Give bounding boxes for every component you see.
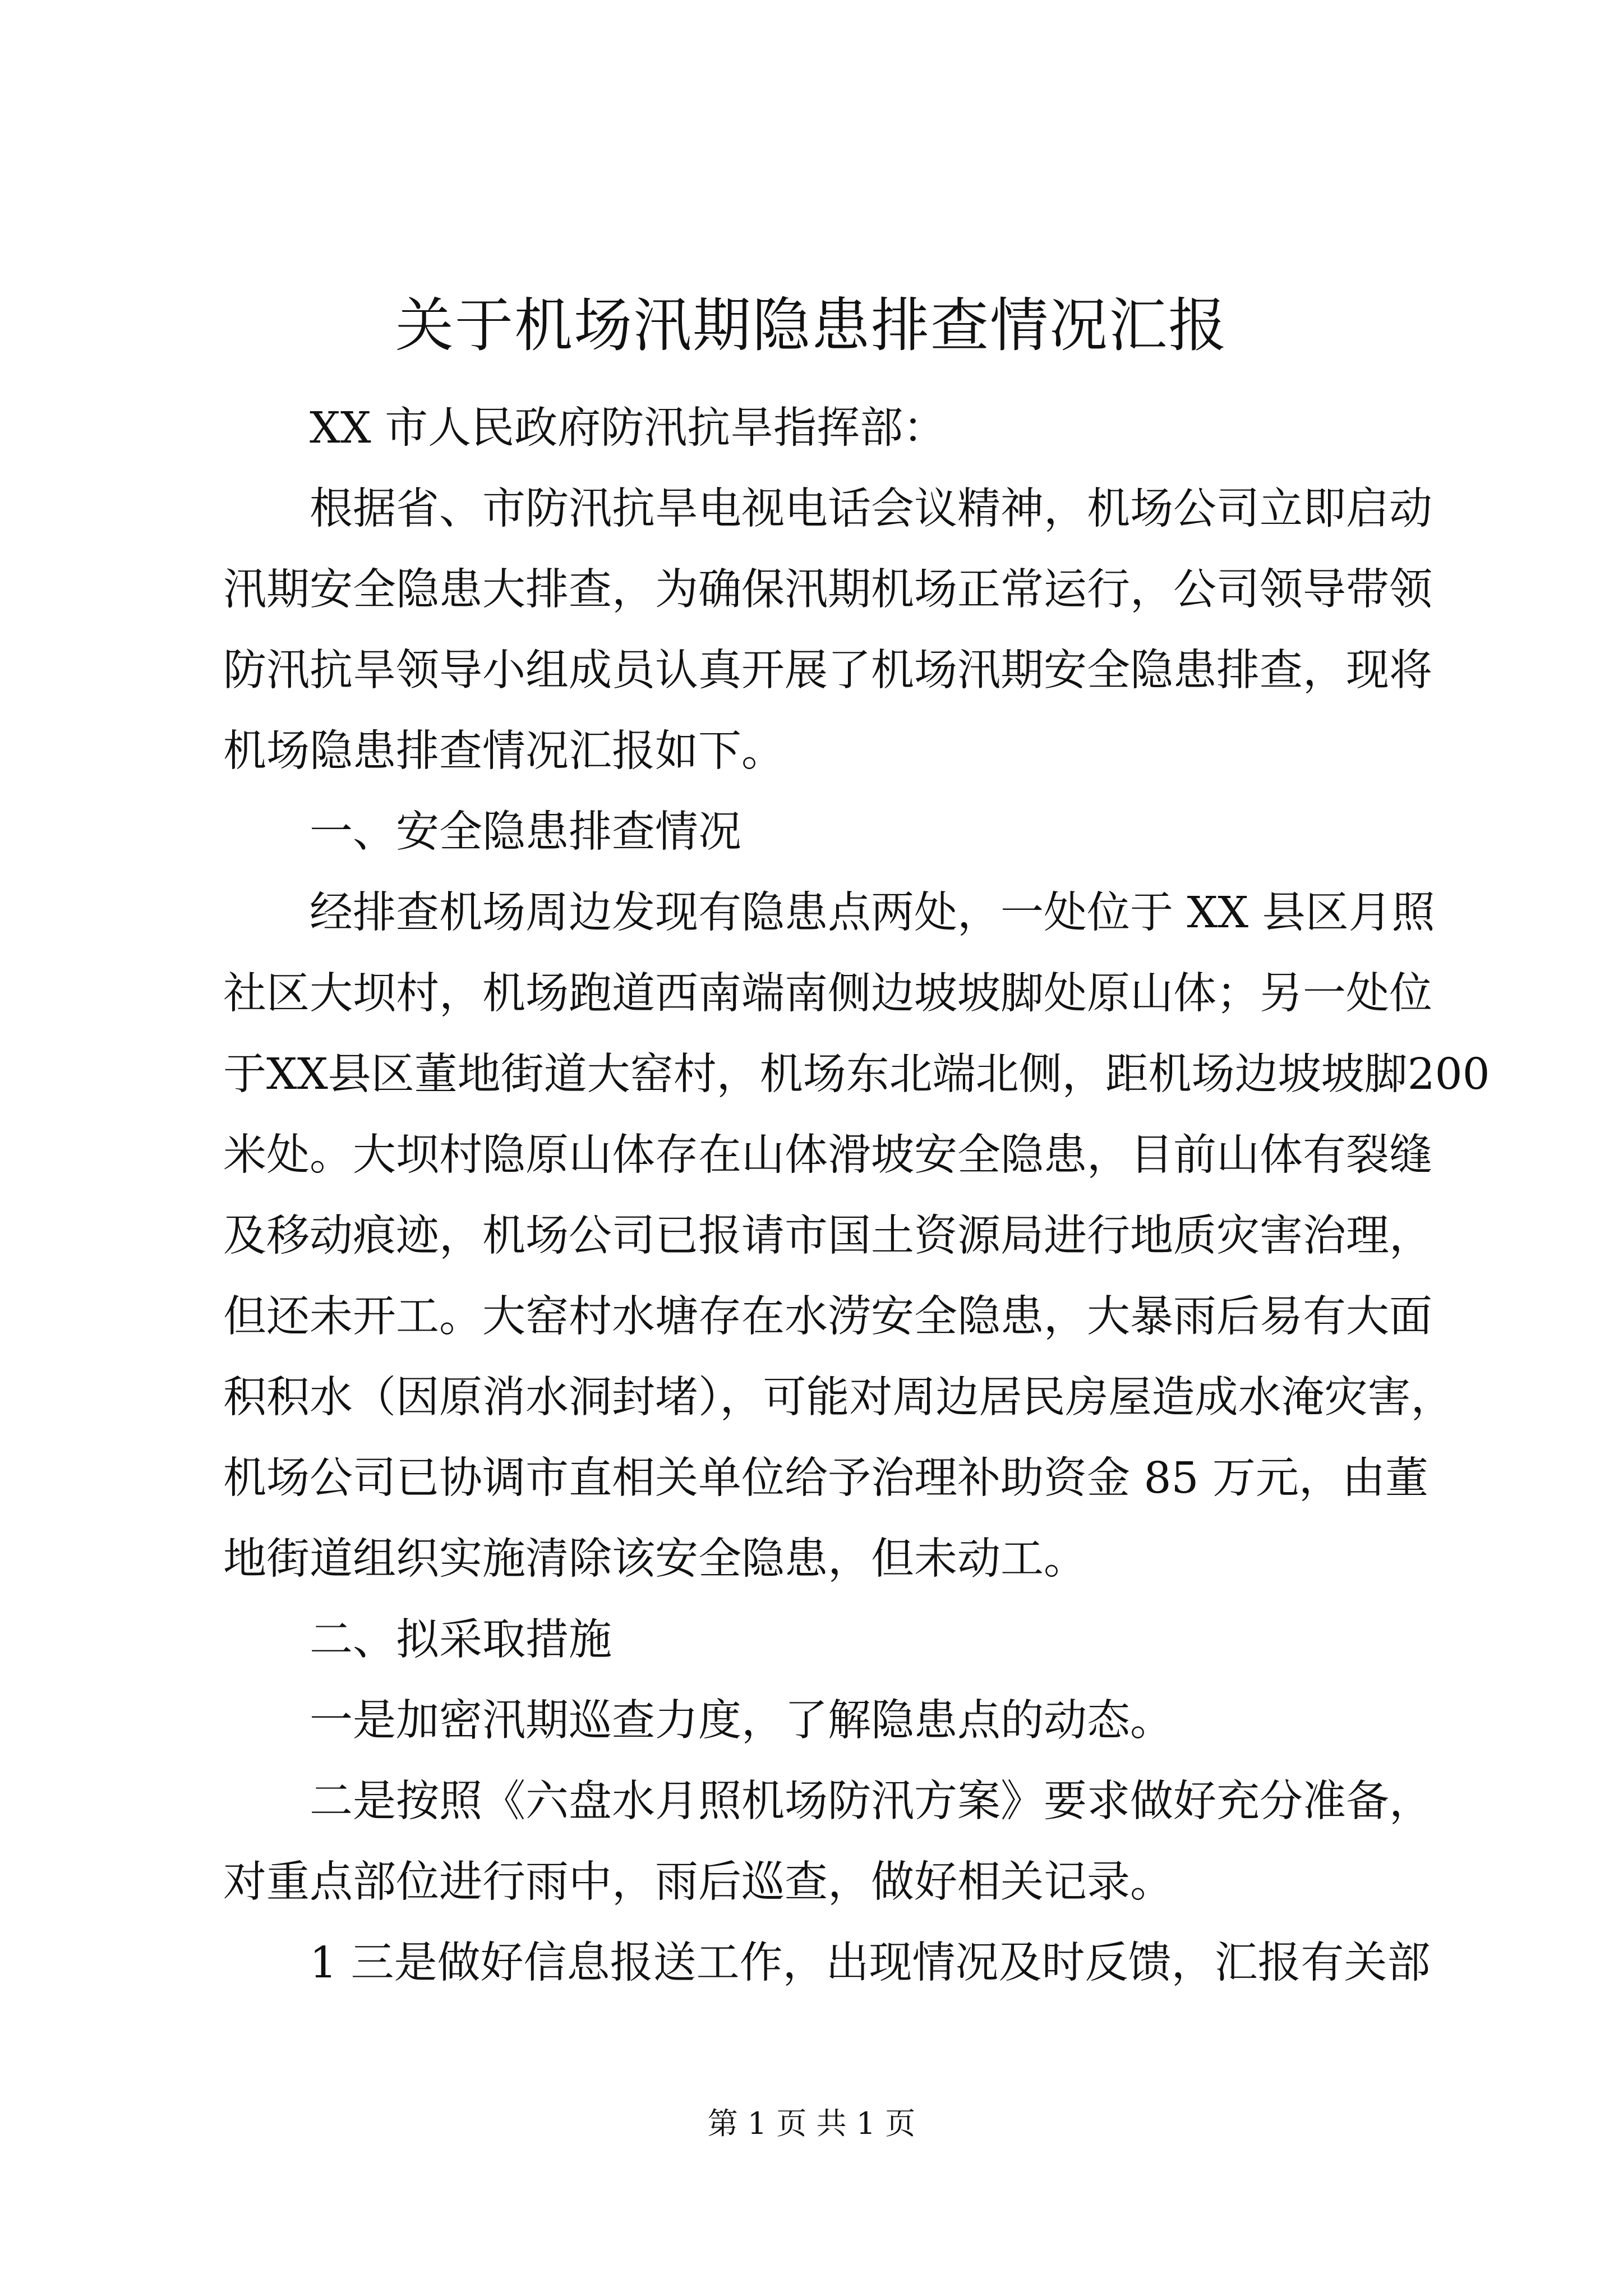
document-body xyxy=(223,388,1490,2004)
paragraph-hazards xyxy=(223,873,1490,1600)
text-line: 地街道组织实施清除该安全隐患，但未动工。 xyxy=(223,1534,1087,1584)
text-line: 一是加密汛期巡查力度，了解隐患点的动态。 xyxy=(310,1696,1173,1746)
text-line: 一、安全隐患排查情况 xyxy=(310,807,741,857)
text-line: 米处。大坝村隐原山体存在山体滑坡安全隐患，目前山体有裂缝 xyxy=(223,1130,1432,1180)
text-line: 积积水（因原消水洞封堵），可能对周边居民房屋造成水淹灾害， xyxy=(223,1373,1454,1423)
section-heading-2 xyxy=(223,1600,1412,1681)
text-line: 根据省、市防汛抗旱电视电话会议精神，机场公司立即启动 xyxy=(310,484,1432,534)
measure-2 xyxy=(223,1761,1432,1923)
text-line: 于XX县区董地街道大窑村，机场东北端北侧，距机场边坡坡脚200 xyxy=(223,1050,1490,1099)
paragraph-intro xyxy=(223,469,1432,792)
measure-3 xyxy=(223,1923,1431,2004)
text-line: 但还未开工。大窑村水塘存在水涝安全隐患，大暴雨后易有大面 xyxy=(223,1292,1432,1342)
measure-1 xyxy=(223,1681,1412,1761)
salutation xyxy=(223,388,1412,469)
text-line: XX 市人民政府防汛抗旱指挥部： xyxy=(310,403,947,453)
text-line: 二是按照《六盘水月照机场防汛方案》要求做好充分准备， xyxy=(310,1777,1432,1826)
page-footer: 第 1 页 共 1 页 xyxy=(707,2106,916,2141)
text-line: 机场公司已协调市直相关单位给予治理补助资金 85 万元，由董 xyxy=(223,1453,1428,1503)
text-line: 经排查机场周边发现有隐患点两处，一处位于 XX 县区月照 xyxy=(310,888,1435,938)
text-line: 1 三是做好信息报送工作，出现情况及时反馈，汇报有关部 xyxy=(310,1938,1431,1988)
document-title: 关于机场汛期隐患排查情况汇报 xyxy=(395,291,1228,360)
text-line: 对重点部位进行雨中，雨后巡查，做好相关记录。 xyxy=(223,1857,1173,1907)
text-line: 二、拟采取措施 xyxy=(310,1615,612,1665)
text-line: 及移动痕迹，机场公司已报请市国土资源局进行地质灾害治理， xyxy=(223,1211,1432,1261)
text-line: 汛期安全隐患大排查，为确保汛期机场正常运行，公司领导带领 xyxy=(223,565,1432,615)
text-line: 社区大坝村，机场跑道西南端南侧边坡坡脚处原山体；另一处位 xyxy=(223,969,1432,1019)
text-line: 防汛抗旱领导小组成员认真开展了机场汛期安全隐患排查，现将 xyxy=(223,646,1432,696)
section-heading-1 xyxy=(223,792,1412,873)
text-line: 机场隐患排查情况汇报如下。 xyxy=(223,726,785,776)
